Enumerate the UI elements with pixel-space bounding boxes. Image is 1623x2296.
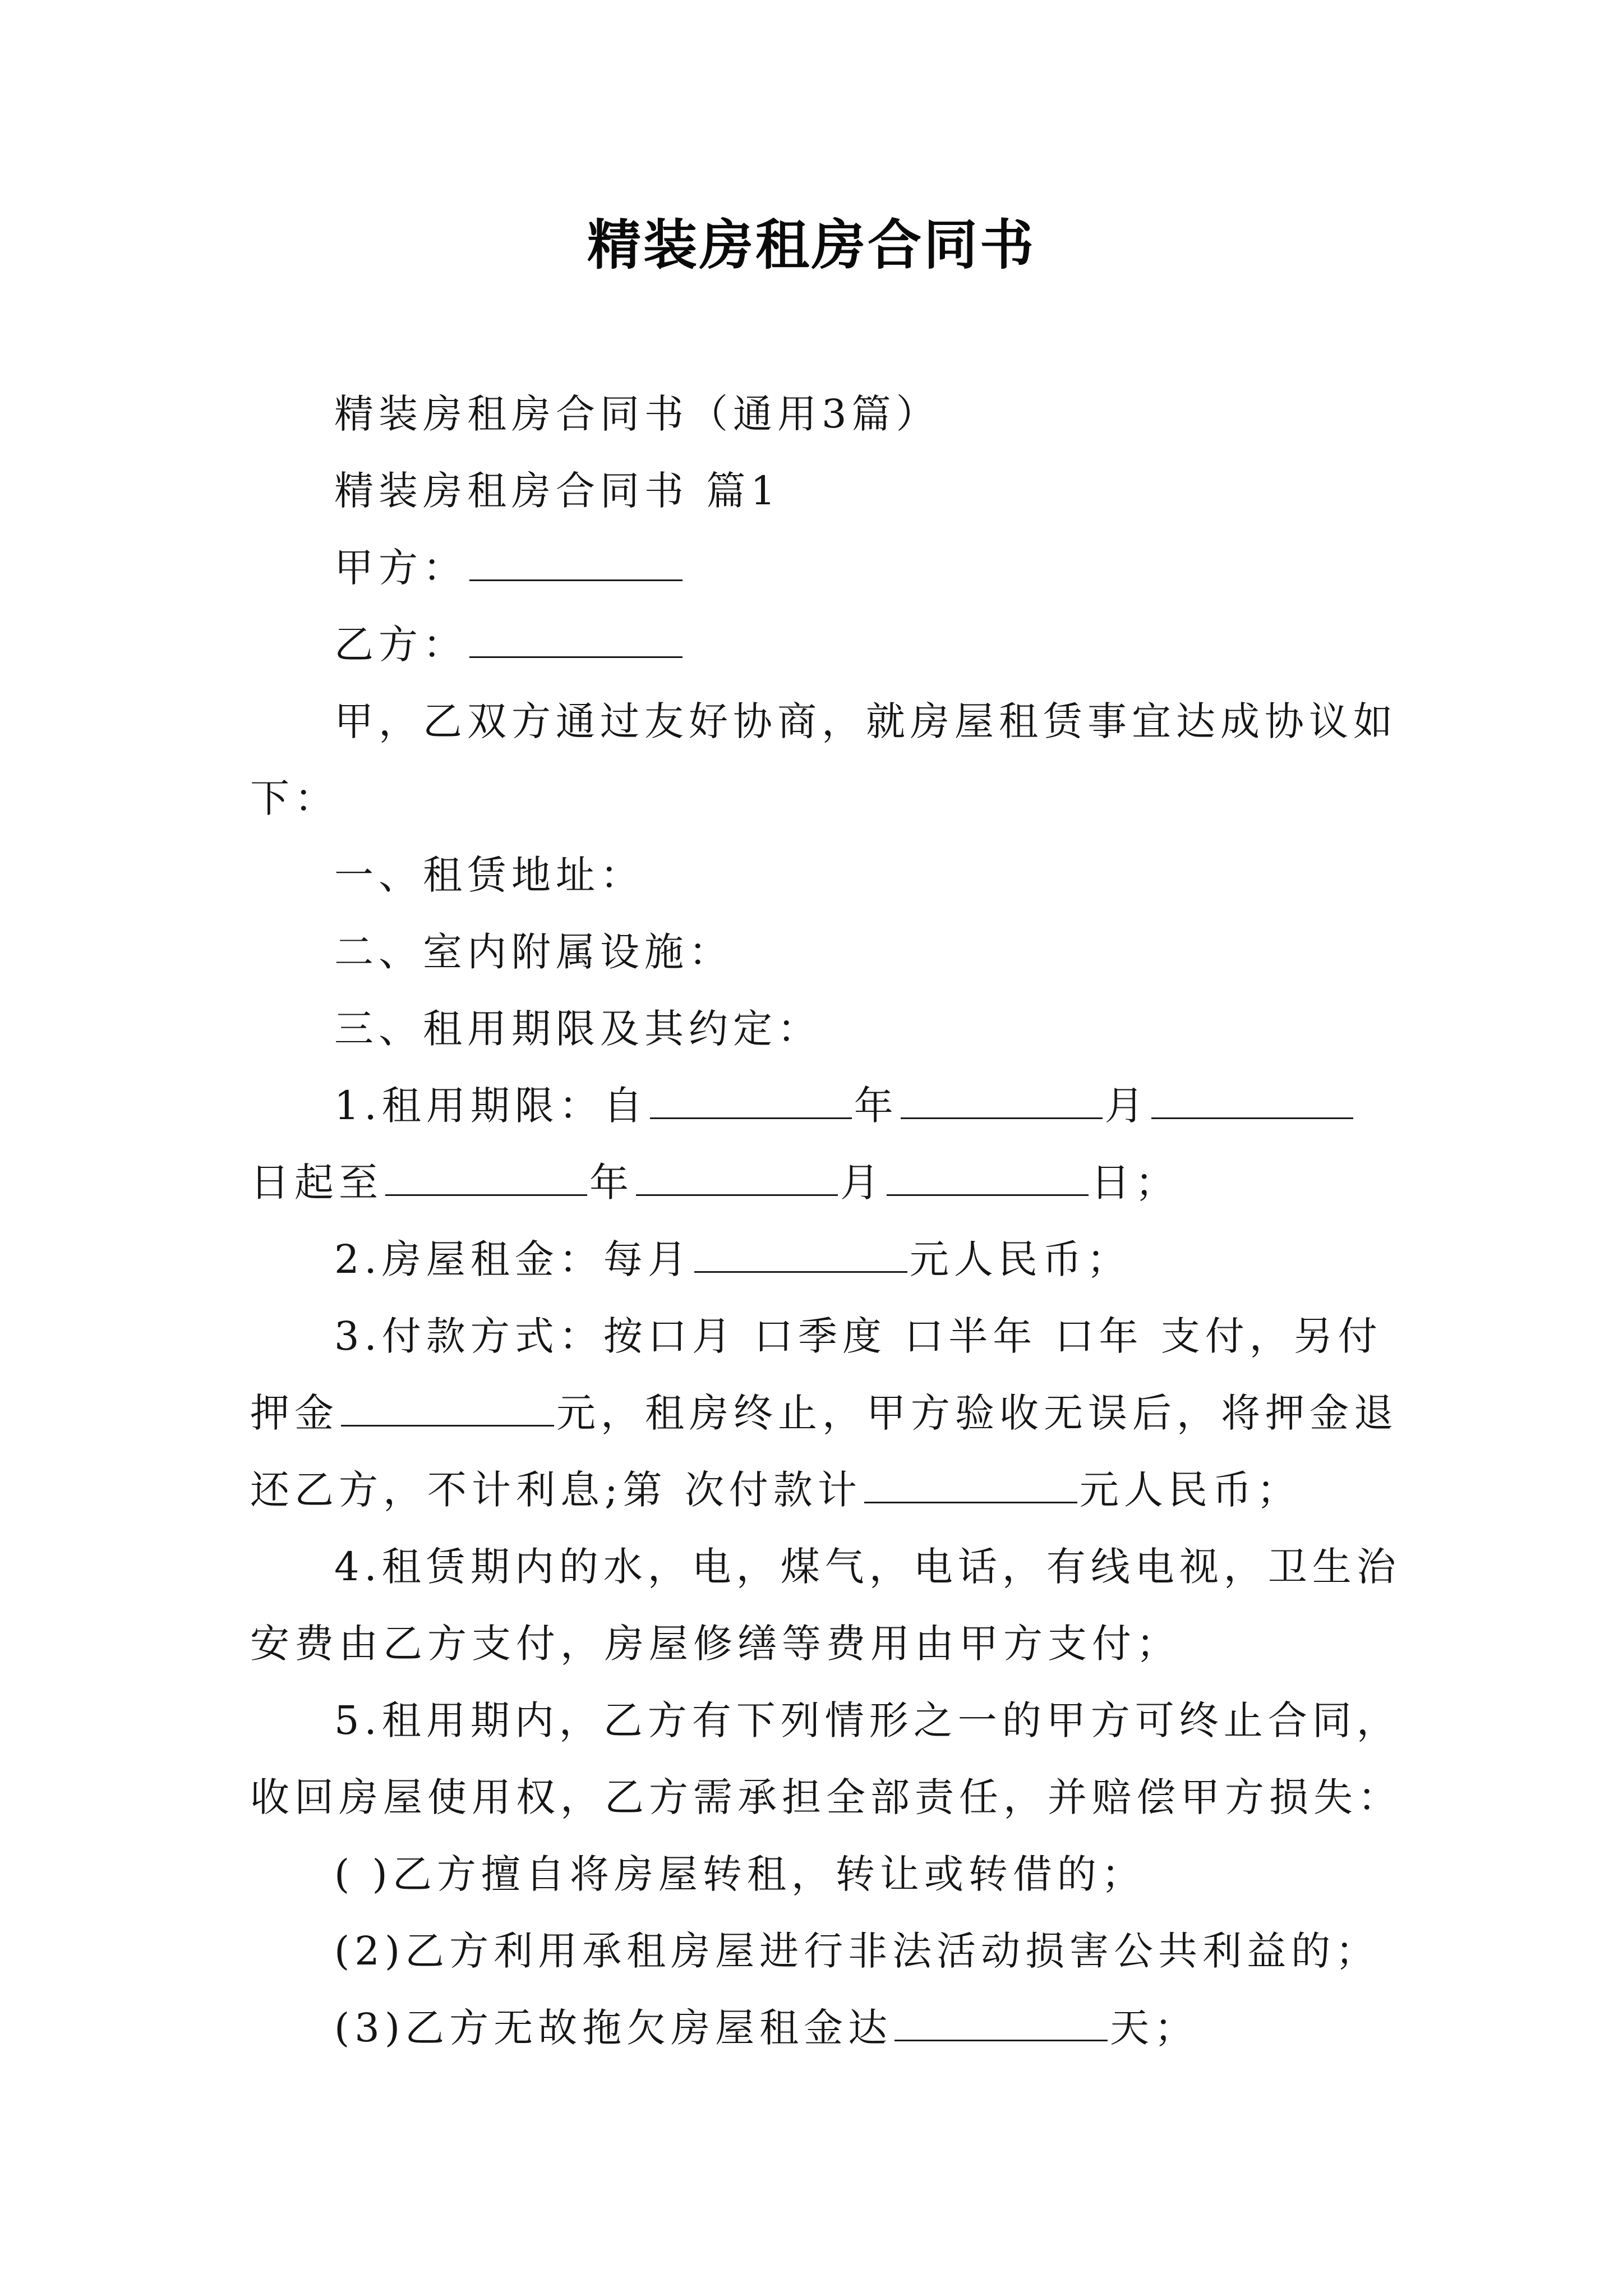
case-3-days-blank <box>895 2006 1108 2041</box>
term-line-2 <box>250 1154 1179 1211</box>
installment-lead: 还乙方，不计利息;第 次付款计 <box>250 1467 862 1513</box>
party-a-blank <box>469 546 683 581</box>
party-b-blank <box>469 623 683 658</box>
party-a-line <box>334 540 685 596</box>
utilities-line-2: 安费由乙方支付，房屋修缮等费用由甲方支付； <box>250 1621 1181 1667</box>
case-3 <box>334 2000 1198 2056</box>
rent-tail: 元人民币； <box>909 1236 1131 1282</box>
rent-amount-blank <box>694 1237 907 1273</box>
case-1: ( )乙方擅自将房屋转租，转让或转借的； <box>334 1851 1146 1897</box>
document-title: 精装房租房合同书 <box>587 214 1036 277</box>
deposit-lead: 押金 <box>250 1390 339 1436</box>
intro-line-1: 甲，乙双方通过友好协商，就房屋租赁事宜达成协议如 <box>334 698 1398 744</box>
term-year-to-blank <box>385 1161 587 1196</box>
payment-line-2 <box>250 1385 1398 1441</box>
document-subtitle: 精装房租房合同书（通用3篇） <box>334 391 940 437</box>
term-month-from-label: 月 <box>1104 1083 1149 1129</box>
term-month-from-blank <box>901 1084 1103 1119</box>
term-month-to-blank <box>636 1161 838 1196</box>
term-year-from-label: 年 <box>854 1083 898 1129</box>
payment-line-3 <box>250 1462 1301 1518</box>
term-year-from-blank <box>650 1084 852 1119</box>
term-month-to-label: 月 <box>840 1159 884 1205</box>
term-day-end: 日； <box>1091 1159 1179 1205</box>
party-b-line <box>334 616 685 673</box>
rent-lead: 2.房屋租金：每月 <box>334 1236 692 1282</box>
party-b-label: 乙方： <box>334 622 467 668</box>
term-line-1 <box>334 1078 1355 1134</box>
party-a-label: 甲方： <box>334 545 467 591</box>
case-3-tail: 天； <box>1110 2005 1199 2051</box>
case-2: (2)乙方利用承租房屋进行非法活动损害公共利益的； <box>334 1928 1380 1974</box>
item-facilities: 二、室内附属设施： <box>334 929 733 975</box>
utilities-line-1: 4.租赁期内的水，电，煤气，电话，有线电视，卫生治 <box>334 1544 1401 1590</box>
deposit-tail: 元，租房终止，甲方验收无误后，将押金退 <box>556 1390 1398 1436</box>
termination-line-2: 收回房屋使用权，乙方需承担全部责任，并赔偿甲方损失： <box>250 1774 1402 1820</box>
rent-line <box>334 1231 1131 1287</box>
term-year-to-label: 年 <box>589 1159 634 1205</box>
case-3-lead: (3)乙方无故拖欠房屋租金达 <box>334 2005 893 2051</box>
section-heading: 精装房租房合同书 篇1 <box>334 468 781 514</box>
item-term-heading: 三、租用期限及其约定： <box>334 1006 822 1052</box>
deposit-amount-blank <box>341 1391 554 1427</box>
installment-tail: 元人民币； <box>1079 1467 1301 1513</box>
payment-line-1: 3.付款方式：按口月 口季度 口半年 口年 支付，另付 <box>334 1313 1382 1359</box>
term-day-from-to: 日起至 <box>250 1159 383 1205</box>
installment-amount-blank <box>864 1468 1077 1503</box>
termination-line-1: 5.租用期内，乙方有下列情形之一的甲方可终止合同， <box>334 1697 1401 1743</box>
term-day-from-blank <box>1151 1084 1353 1119</box>
intro-line-2: 下： <box>250 775 339 821</box>
item-lease-address: 一、租赁地址： <box>334 852 644 898</box>
term-day-to-blank <box>887 1161 1089 1196</box>
term-lead: 1.租用期限：自 <box>334 1083 648 1129</box>
